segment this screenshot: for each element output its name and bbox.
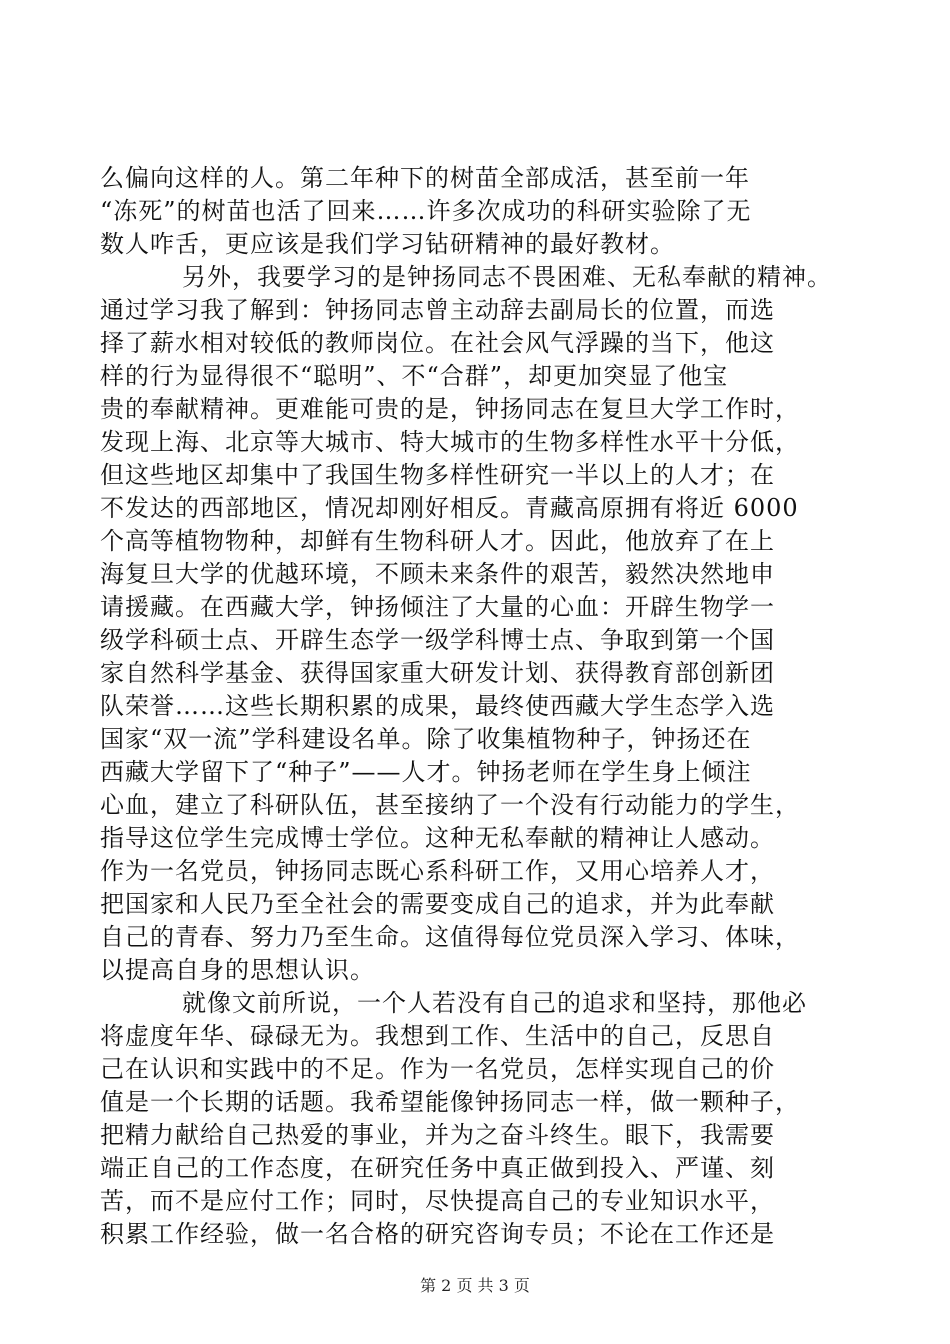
document-body [100, 162, 860, 1251]
text-line: 海复旦大学的优越环境，不顾未来条件的艰苦，毅然决然地申 [100, 560, 775, 588]
text-line: 贵的奉献精神。更难能可贵的是，钟扬同志在复旦大学工作时， [100, 395, 800, 423]
text-line: 以提高自身的思想认识。 [100, 956, 375, 984]
text-line: 值是一个长期的话题。我希望能像钟扬同志一样，做一颗种子， [100, 1088, 800, 1116]
text-line: 西藏大学留下了“种子”——人才。钟扬老师在学生身上倾注 [100, 758, 752, 786]
text-line: 级学科硕士点、开辟生态学一级学科博士点、争取到第一个国 [100, 626, 775, 654]
text-line: 端正自己的工作态度，在研究任务中真正做到投入、严谨、刻 [100, 1154, 775, 1182]
text-line: 另外，我要学习的是钟扬同志不畏困难、无私奉献的精神。 [182, 263, 832, 291]
text-line: 发现上海、北京等大城市、特大城市的生物多样性水平十分低， [100, 428, 800, 456]
text-line: 自己的青春、努力乃至生命。这值得每位党员深入学习、体味， [100, 923, 800, 951]
text-line: 将虚度年华、碌碌无为。我想到工作、生活中的自己，反思自 [100, 1022, 775, 1050]
text-line: 择了薪水相对较低的教师岗位。在社会风气浮躁的当下，他这 [100, 329, 775, 357]
text-line: 苦，而不是应付工作；同时，尽快提高自己的专业知识水平， [100, 1187, 775, 1215]
text-line: 己在认识和实践中的不足。作为一名党员，怎样实现自己的价 [100, 1055, 775, 1083]
text-line: 把国家和人民乃至全社会的需要变成自己的追求，并为此奉献 [100, 890, 775, 918]
text-line: 指导这位学生完成博士学位。这种无私奉献的精神让人感动。 [100, 824, 775, 852]
text-line: 么偏向这样的人。第二年种下的树苗全部成活，甚至前一年 [100, 164, 750, 192]
text-line: 把精力献给自己热爱的事业，并为之奋斗终生。眼下，我需要 [100, 1121, 775, 1149]
text-line: 不发达的西部地区，情况却刚好相反。青藏高原拥有将近 6000 [100, 494, 799, 522]
text-line: 心血，建立了科研队伍，甚至接纳了一个没有行动能力的学生， [100, 791, 800, 819]
text-line: 家自然科学基金、获得国家重大研发计划、获得教育部创新团 [100, 659, 775, 687]
text-line: 个高等植物物种，却鲜有生物科研人才。因此，他放弃了在上 [100, 527, 775, 555]
text-line: “冻死”的树苗也活了回来……许多次成功的科研实验除了无 [100, 197, 752, 225]
text-line: 积累工作经验，做一名合格的研究咨询专员；不论在工作还是 [100, 1220, 775, 1248]
text-line: 但这些地区却集中了我国生物多样性研究一半以上的人才；在 [100, 461, 775, 489]
text-line: 作为一名党员，钟扬同志既心系科研工作，又用心培养人才， [100, 857, 775, 885]
text-line: 通过学习我了解到：钟扬同志曾主动辞去副局长的位置，而选 [100, 296, 775, 324]
text-line: 队荣誉……这些长期积累的成果，最终使西藏大学生态学入选 [100, 692, 775, 720]
text-line: 样的行为显得很不“聪明”、不“合群”，却更加突显了他宝 [100, 362, 729, 390]
text-line: 数人咋舌，更应该是我们学习钻研精神的最好教材。 [100, 230, 675, 258]
text-line: 国家“双一流”学科建设名单。除了收集植物种子，钟扬还在 [100, 725, 752, 753]
text-line: 就像文前所说，一个人若没有自己的追求和坚持，那他必 [182, 989, 807, 1017]
text-line: 请援藏。在西藏大学，钟扬倾注了大量的心血：开辟生物学一 [100, 593, 775, 621]
page-footer: 第 2 页 共 3 页 [420, 1276, 530, 1295]
